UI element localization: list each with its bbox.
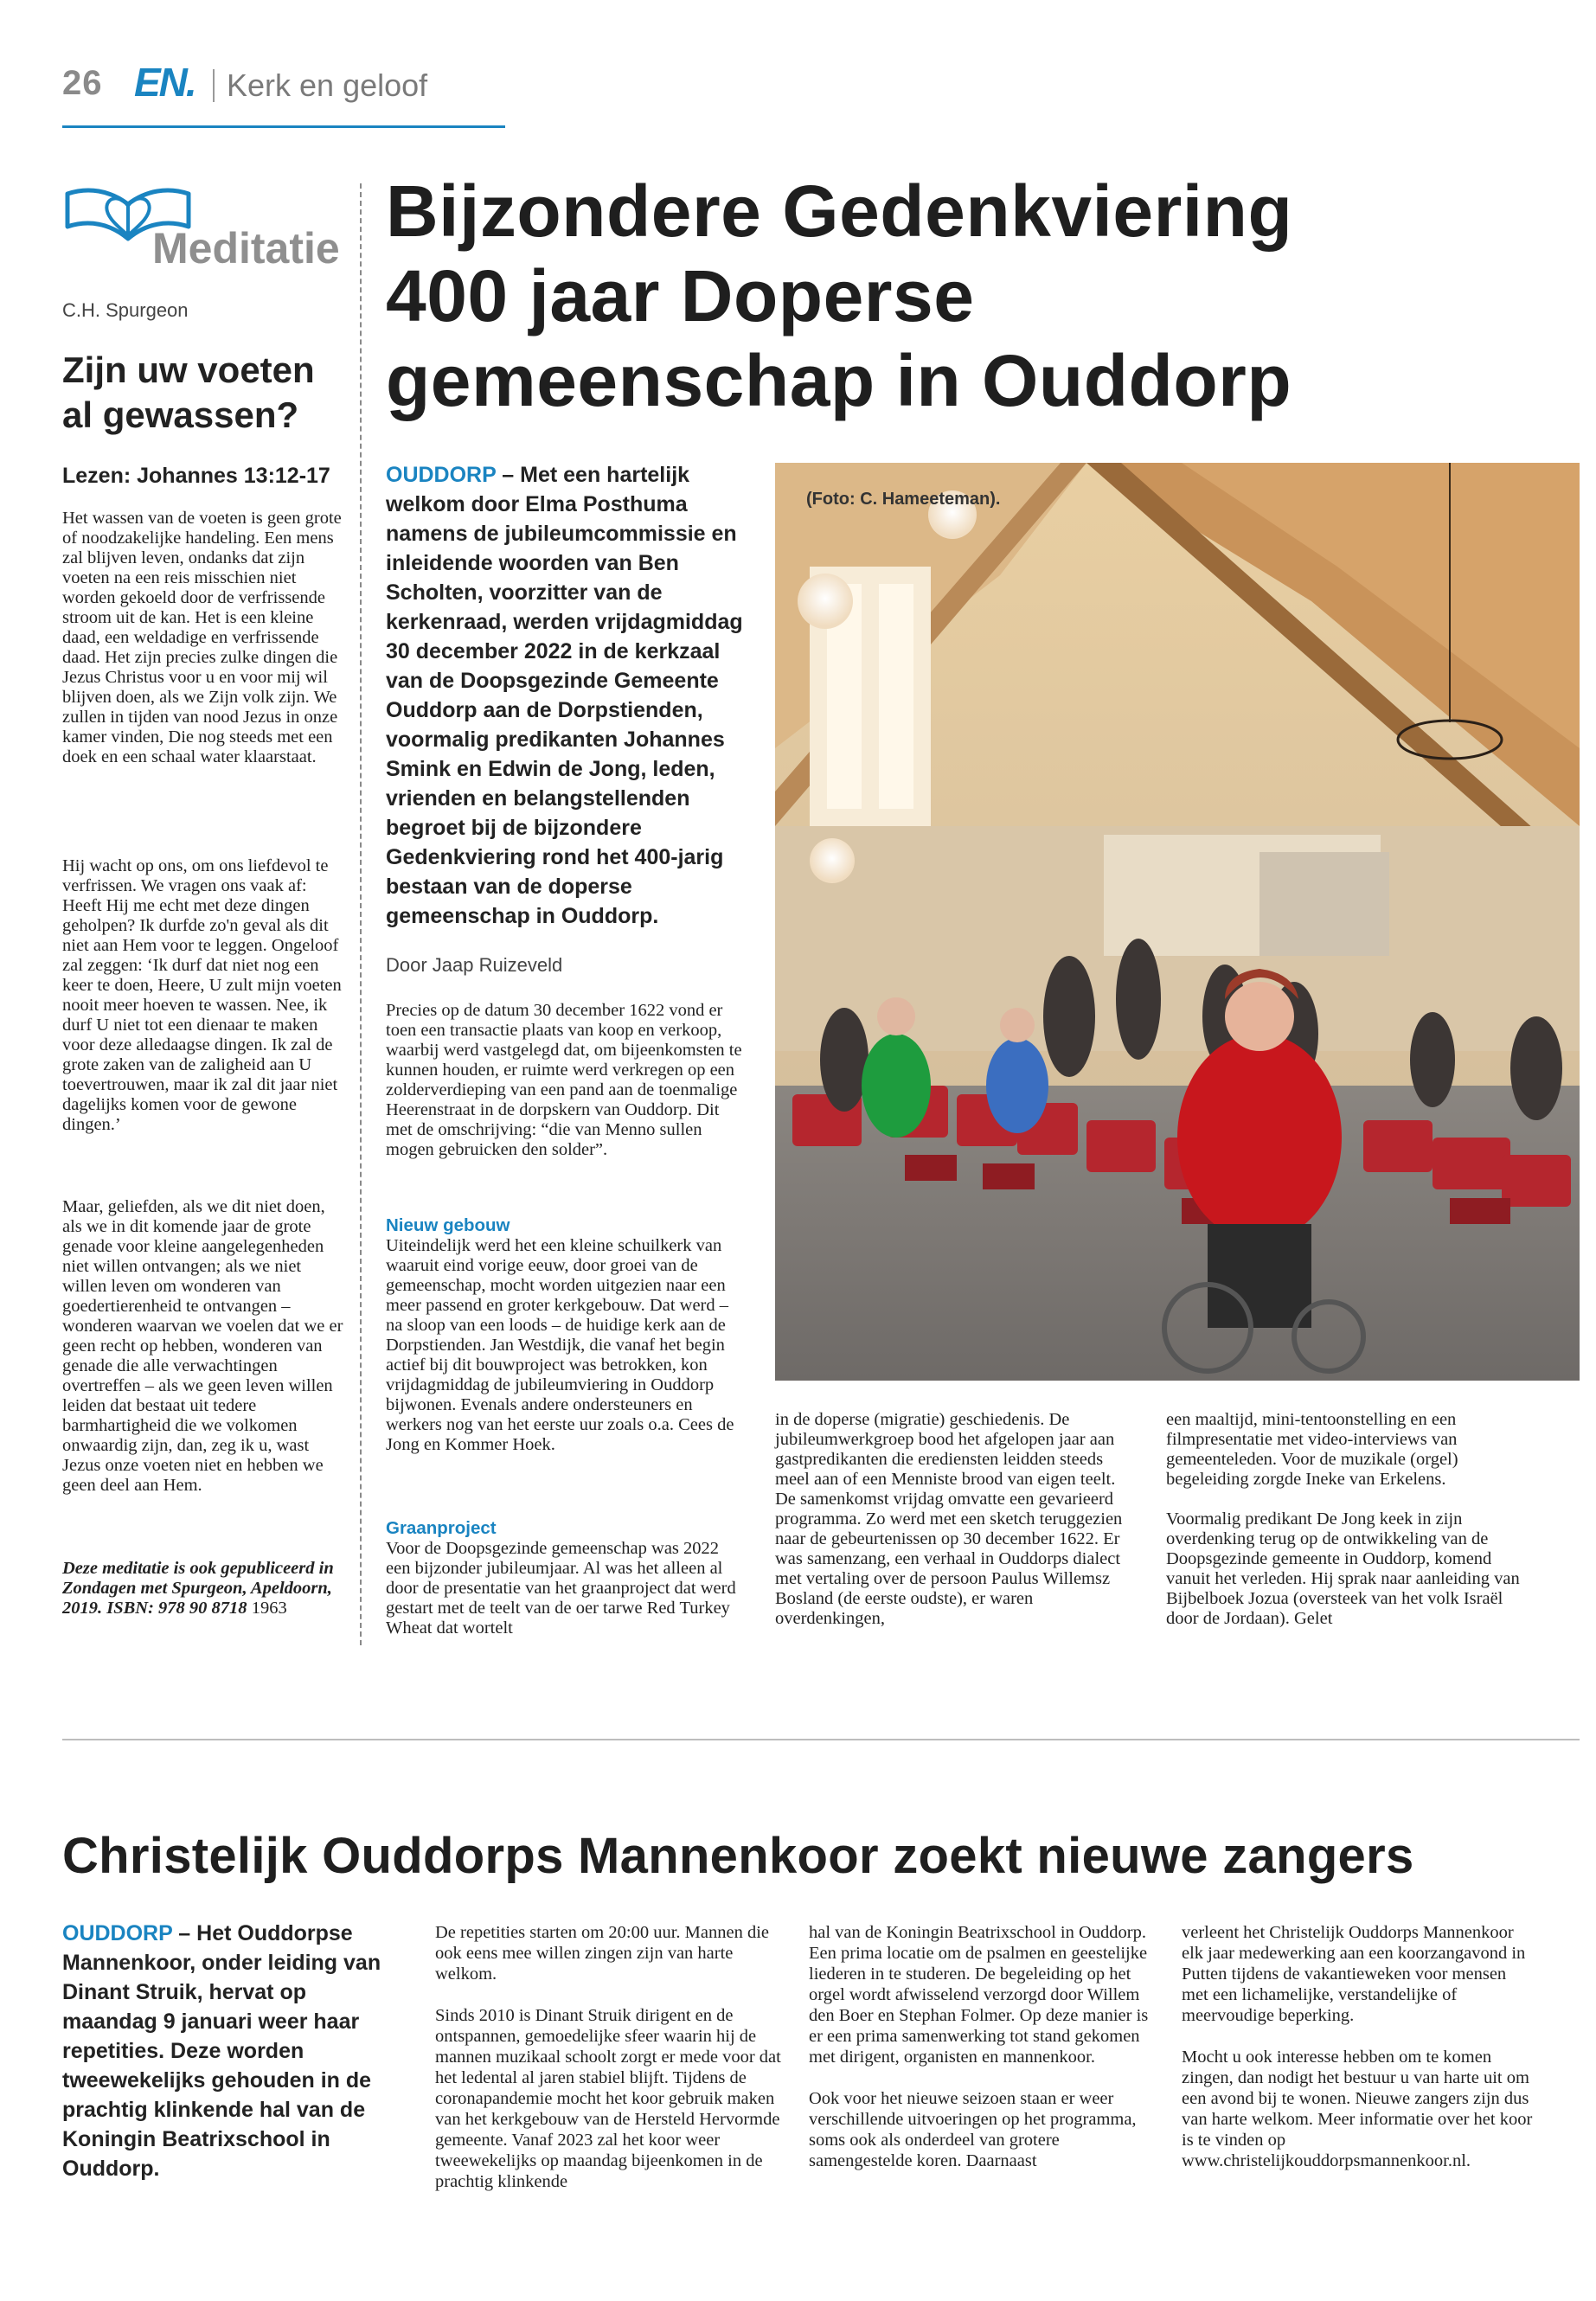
lead-text: – Met een hartelijk welkom door Elma Posthuma namens de jubileumcommissie en inleidende woorden van Ben Scholten, voorzitter van de kerkenraad, werden vrijdagmiddag 30 december 2022 in de kerkzaal van de Doopsgezinde Gemeente Ouddorp aan de Dorpstienden, voormalig predikanten Johannes Smink en Edwin de Jong, leden, vrienden en belangstellenden begroet bij de bijzondere Gedenkviering rond het 400-jarig bestaan van de doperse gemeenschap in Ouddorp. xyxy=(386,463,743,928)
article-paragraph: Ook voor het nieuwe seizoen staan er weer verschillende uitvoeringen op het programma, soms ook als onderdeel van grotere samengestelde koren. Daarnaast xyxy=(809,2089,1137,2170)
article-title-line: Bijzondere Gedenkviering xyxy=(386,170,1293,252)
article-lead xyxy=(62,1919,391,2183)
article-column xyxy=(435,1922,790,2192)
lead-text: – Het Ouddorpse Mannenkoor, onder leiding van Dinant Struik, hervat op maandag 9 januari weer haar repetities. Deze worden tweewekelijks gehouden in de prachtig klinkende hal van de Koningin Beatrixschool in Ouddorp. xyxy=(62,1921,381,2181)
article-column xyxy=(1166,1410,1522,1629)
article-paragraph: een maaltijd, mini-tentoonstelling en een filmpresentatie met video-interviews van gemeenteleden. Voor de muzikale (orgel) begeleiding zorgde Ineke van Erkelens. xyxy=(1166,1410,1458,1489)
column-divider xyxy=(360,183,362,1645)
dateline: OUDDORP xyxy=(386,463,497,487)
article-paragraph: Voor de Doopsgezinde gemeenschap was 2022 een bijzonder jubileumjaar. Al was het alleen al door de presentatie van het graanproject dat werd gestart met de teelt van de oer tarwe Red Turkey Wheat dat wortelt xyxy=(386,1539,736,1638)
publication-logo: EN. xyxy=(134,60,195,105)
meditation-author: C.H. Spurgeon xyxy=(62,299,189,321)
article-title: Christelijk Ouddorps Mannenkoor zoekt nieuwe zangers xyxy=(62,1828,1414,1884)
header-divider xyxy=(213,69,215,102)
article-paragraph: Uiteindelijk werd het een kleine schuilkerk van waaruit eind vorige eeuw, door groei van de gemeenschap, mocht worden uitgezien naar een meer passend en groter kerkgebouw. Dat werd – na sloop van een loods – de huidige kerk aan de Dorpstienden. Jan Westdijk, die vanaf het begin actief bij dit bouwproject was betrokken, kon vrijdagmiddag de jubileumviering in Ouddorp bijwonen. Evenals andere ondersteuners en werkers nog van het eerste uur zoals o.a. Cees de Jong en Kommer Hoek. xyxy=(386,1236,734,1454)
meditation-title: Zijn uw voeten al gewassen? xyxy=(62,349,315,435)
article-paragraph: in de doperse (migratie) geschiedenis. De jubileumwerkgroep bood het afgelopen jaar aan gastpredikanten die erediensten leidden steeds meel aan of een Menniste brood van eigen teelt. De samenkomst vrijdag omvatte een gevarieerd programma. Zo werd met een sketch teruggezien naar de gebeurtenissen op 30 december 1622. Er was samenzang, een verhaal in Ouddorps dialect met vertaling over de persoon Paulus Willemsz Bosland (de eerste oudste), er waren overdenkingen, xyxy=(775,1410,1123,1628)
article-paragraph: De repetities starten om 20:00 uur. Mannen die ook eens mee willen zingen zijn van harte welkom. xyxy=(435,1923,769,1984)
meditation-paragraph: Hij wacht op ons, om ons liefdevol te verfrissen. We vragen ons vaak af: Heeft Hij me echt met deze dingen geholpen? Ik durfde zo'n geval als dit niet aan Hem voor te leggen. Ongeloof zal zeggen: ‘Ik durf dat niet nog een keer te doen, Heere, U zult mijn voeten nooit meer hoeven te wassen. Nee, ik durf U niet tot een dienaar te maken voor deze alledaagse dingen. Ik zal de grote zaken van de zaligheid aan U toevertrouwen, maar ik zal dit jaar niet dagelijks komen voor de gewone dingen.’ xyxy=(62,856,342,1134)
meditation-source xyxy=(62,1559,348,1618)
meditation-label: Meditatie xyxy=(152,224,340,272)
article-title xyxy=(386,169,1580,423)
article-paragraph: Voormalig predikant De Jong keek in zijn overdenking terug op de ontwikkeling van de Doopsgezinde gemeente in Ouddorp, komend vanuit het verleden. Hij sprak naar aanleiding van Bijbelboek Jozua (oversteek van het volk Israël door de Jordaan). Gelet xyxy=(1166,1509,1520,1628)
article-paragraph: verleent het Christelijk Ouddorps Mannenkoor elk jaar medewerking aan een koorzangavond in Putten tijdens de vakantieweken voor mensen met een lichamelijke, verstandelijke of meervoudige beperking. xyxy=(1182,1923,1526,2025)
meditation-paragraph: Het wassen van de voeten is geen grote of noodzakelijke handeling. Een mens zal blijven leven, ondanks dat zijn voeten na een reis misschien niet worden gekoeld door de verfrissende stroom uit de kan. Het is een kleine daad, een weldadige en verfrissende daad. Het zijn precies zulke dingen die Jezus Christus voor u en voor mij wil blijven doen, als we Zijn volk zijn. We zullen in tijden van nood Jezus in onze kamer vinden, Die nog steeds met een doek en een schaal water klaarstaat. xyxy=(62,509,342,766)
byline: Door Jaap Ruizeveld xyxy=(386,954,563,976)
article-paragraph: Precies op de datum 30 december 1622 vond er toen een transactie plaats van koop en verkoop, waarbij werd vastgelegd dat, om bijeenkomsten te kunnen houden, er ruimte werd verkregen op een zolderverdieping van een pand aan de toenmalige Heerenstraat in de dorpskern van Ouddorp. Dit met de omschrijving: “die van Menno sullen mogen gebruicken den solder”. xyxy=(386,1001,742,1159)
article-title-line: gemeenschap in Ouddorp xyxy=(386,340,1292,421)
article-separator xyxy=(62,1739,1580,1740)
article-title-line: 400 jaar Doperse xyxy=(386,255,975,336)
dateline: OUDDORP xyxy=(62,1921,173,1945)
meditation-paragraph: Maar, geliefden, als we dit niet doen, als we in dit komende jaar de grote genade voor kleine aangelegenheden niet willen ontvangen; als we niet willen leven om wonderen van goedertierenheid te ontvangen – wonderen waarvan we voelen dat we er geen recht op hebben, wonderen van genade die alle verwachtingen overtreffen – als we geen leven willen leiden dat bestaat uit tedere barmhartigheid die we volkomen onwaardig zijn, dan, zeg ik u, wast Jezus onze voeten niet en hebben we geen deel aan Hem. xyxy=(62,1197,343,1495)
header-rule xyxy=(62,125,505,128)
subheading: Graanproject xyxy=(386,1518,497,1538)
subheading: Nieuw gebouw xyxy=(386,1215,510,1235)
article-paragraph: Sinds 2010 is Dinant Struik dirigent en de ontspannen, gemoedelijke sfeer waarin hij de mannen muzikaal schoolt zorgt er mede voor dat het ledental al jaren stabiel blijft. Tijdens de coronapandemie mocht het koor gebruik maken van het kerkgebouw van de Hersteld Hervormde gemeente. Vanaf 2023 zal het koor weer tweewekelijks op maandag bijeenkomen in de prachtig klinkende xyxy=(435,2006,781,2191)
article-paragraph: Mocht u ook interesse hebben om te komen zingen, dan nodigt het bestuur u van harte uit om een avond bij te wonen. Nieuwe zangers zijn dus van harte welkom. Meer informatie over het koor is te vinden op www.christelijkouddorpsmannenkoor.nl. xyxy=(1182,2048,1533,2170)
article-photo xyxy=(775,463,1580,1381)
article-paragraph: hal van de Koningin Beatrixschool in Ouddorp. Een prima locatie om de psalmen en geestelijke liederen in te studeren. De begeleiding op het orgel wordt afwisselend verzorgd door Willem den Boer en Stephan Folmer. Op deze manier is er een prima samenwerking tot stand gekomen met dirigent, organisten en mannenkoor. xyxy=(809,1923,1149,2067)
article-lead xyxy=(386,460,749,931)
meditation-reading: Lezen: Johannes 13:12-17 xyxy=(62,464,330,488)
meditation-source-year: 1963 xyxy=(251,1599,287,1618)
article-column xyxy=(809,1922,1163,2171)
meditation-source-text: Deze meditatie is ook gepubliceerd in Zondagen met Spurgeon, Apeldoorn, 2019. ISBN: 978 90 8718 xyxy=(62,1559,334,1618)
photo-credit: (Foto: C. Hameeteman). xyxy=(806,490,1001,509)
article-column xyxy=(1182,1922,1536,2171)
page-number: 26 xyxy=(62,64,103,102)
section-title: Kerk en geloof xyxy=(227,67,428,103)
